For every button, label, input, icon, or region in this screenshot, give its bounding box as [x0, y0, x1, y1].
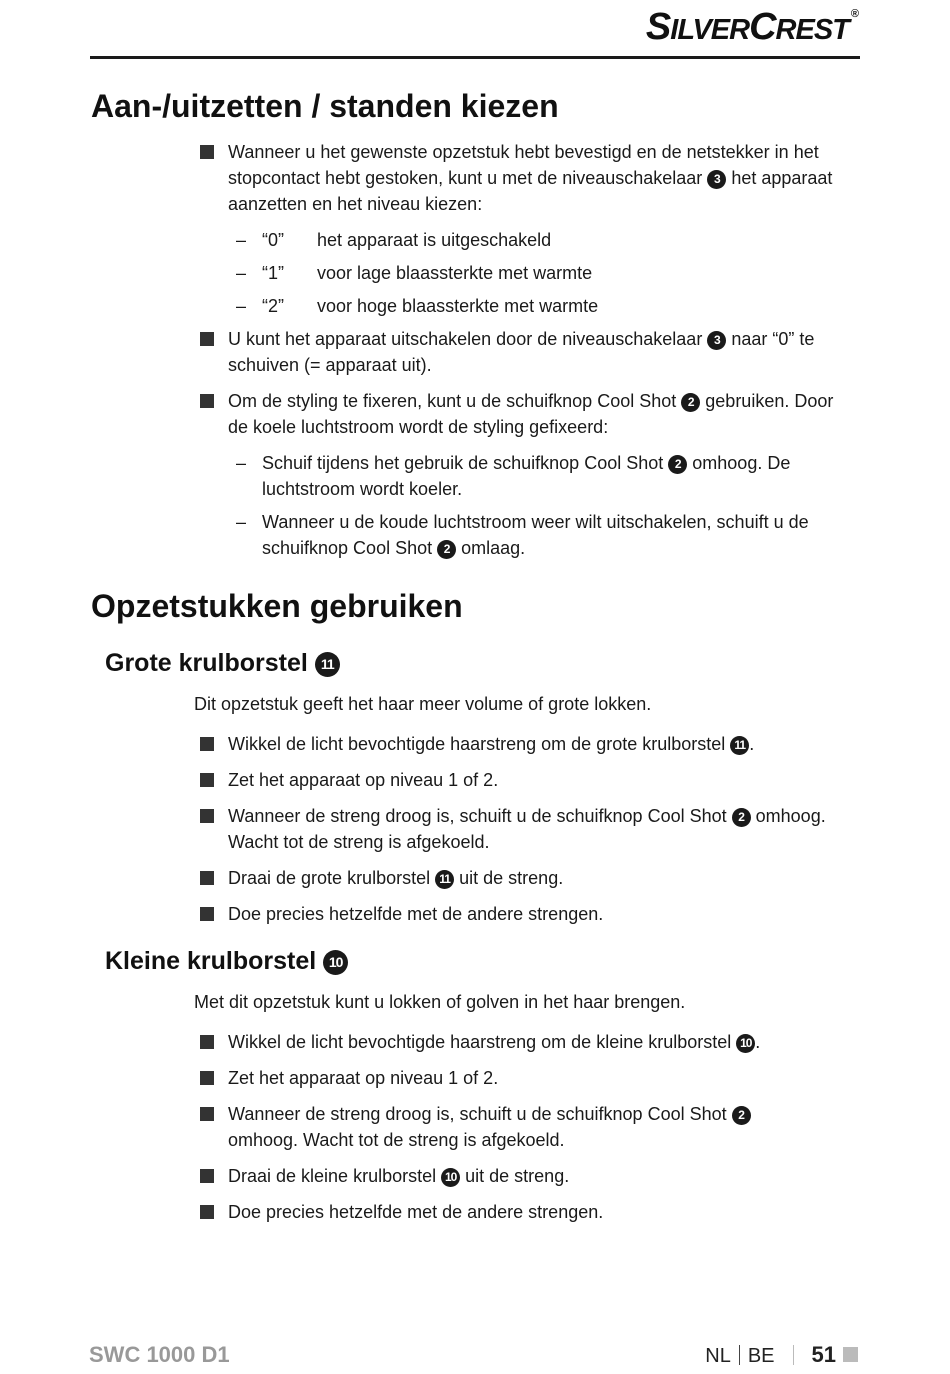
bullet-item: Doe precies hetzelfde met de andere strengen. [200, 901, 860, 927]
bullet-item: Wikkel de licht bevochtigde haarstreng om de grote krulborstel 11 . [200, 731, 860, 757]
bullet-item: Wanneer u het gewenste opzetstuk hebt bevestigd en de netstekker in het stopcontact hebt gestoken, kunt u met de niveauschakelaar 3 het apparaat aanzetten en het niveau kiezen: [200, 139, 860, 217]
level-item-0: – “0” het apparaat is uitgeschakeld [236, 227, 856, 253]
ref-badge: 2 [732, 1106, 751, 1125]
ref-badge: 11 [315, 652, 340, 677]
ref-badge: 2 [668, 455, 687, 474]
footer-lang-be: BE [747, 1345, 775, 1367]
section-title-opzetstukken: Opzetstukken gebruiken [91, 588, 463, 624]
ref-badge: 11 [730, 736, 749, 755]
intro-text: Met dit opzetstuk kunt u lokken of golven in het haar brengen. [194, 992, 686, 1012]
intro-text: Dit opzetstuk geeft het haar meer volume of grote lokken. [194, 694, 652, 714]
ref-badge: 3 [707, 331, 726, 350]
footer-separator [739, 1345, 740, 1365]
ref-badge: 2 [732, 808, 751, 827]
footer-model: SWC 1000 D1 [89, 1342, 230, 1367]
bullet-square-icon [200, 332, 214, 346]
bullet-square-icon [200, 737, 214, 751]
dash: – [236, 296, 247, 316]
bullet-square-icon [200, 145, 214, 159]
footer-square-icon [843, 1347, 858, 1362]
ref-badge: 11 [435, 870, 454, 889]
bullet-item: Draai de grote krulborstel 11 uit de streng. [200, 865, 860, 891]
dash: – [236, 263, 247, 283]
page-number: 51 [811, 1342, 836, 1367]
bullet-square-icon [200, 394, 214, 408]
footer-page-info [705, 1342, 858, 1368]
bullet-item: Wikkel de licht bevochtigde haarstreng om de kleine krulborstel 10 . [200, 1029, 860, 1055]
section-title-aan-uit: Aan-/uitzetten / standen kiezen [91, 88, 559, 124]
bullet-square-icon [200, 907, 214, 921]
bullet-square-icon [200, 773, 214, 787]
bullet-item: Doe precies hetzelfde met de andere strengen. [200, 1199, 860, 1225]
bullet-square-icon [200, 1169, 214, 1183]
bullet-item: Zet het apparaat op niveau 1 of 2. [200, 1065, 860, 1091]
level-item-1: – “1” voor lage blaassterkte met warmte [236, 260, 856, 286]
subsection-title-grote: Grote krulborstel 11 [105, 649, 340, 678]
bullet-item: Om de styling te fixeren, kunt u de schuifknop Cool Shot 2 gebruiken. Door de koele luchtstroom wordt de styling gefixeerd: [200, 388, 840, 440]
bullet-item: Zet het apparaat op niveau 1 of 2. [200, 767, 860, 793]
ref-badge: 10 [441, 1168, 460, 1187]
bullet-item: U kunt het apparaat uitschakelen door de niveauschakelaar 3 naar “0” te schuiven (= apparaat uit). [200, 326, 840, 378]
bullet-square-icon [200, 1035, 214, 1049]
footer-lang-nl: NL [705, 1345, 731, 1367]
ref-badge: 2 [681, 393, 700, 412]
ref-badge: 3 [707, 170, 726, 189]
bullet-square-icon [200, 1071, 214, 1085]
brand-logo: SILVERCREST ® [645, 6, 858, 48]
dash: – [236, 512, 247, 532]
level-item-2: – “2” voor hoge blaassterkte met warmte [236, 293, 856, 319]
ref-badge: 2 [437, 540, 456, 559]
dash: – [236, 453, 247, 473]
bullet-item: Wanneer de streng droog is, schuift u de schuifknop Cool Shot 2 omhoog. Wacht tot de streng is afgekoeld. [200, 1101, 800, 1153]
dash: – [236, 230, 247, 250]
sub-item: – Wanneer u de koude luchtstroom weer wilt uitschakelen, schuift u de schuifknop Cool Shot 2 omlaag. [236, 509, 816, 561]
bullet-square-icon [200, 1205, 214, 1219]
ref-badge: 10 [323, 950, 348, 975]
bullet-square-icon [200, 871, 214, 885]
sub-item: – Schuif tijdens het gebruik de schuifknop Cool Shot 2 omhoog. De luchtstroom wordt koeler. [236, 450, 816, 502]
bullet-item: Draai de kleine krulborstel 10 uit de streng. [200, 1163, 860, 1189]
header-rule [90, 56, 860, 59]
bullet-square-icon [200, 1107, 214, 1121]
footer-separator [793, 1345, 794, 1365]
subsection-title-kleine: Kleine krulborstel 10 [105, 947, 348, 976]
bullet-square-icon [200, 809, 214, 823]
bullet-item: Wanneer de streng droog is, schuift u de schuifknop Cool Shot 2 omhoog. Wacht tot de streng is afgekoeld. [200, 803, 860, 855]
ref-badge: 10 [736, 1034, 755, 1053]
